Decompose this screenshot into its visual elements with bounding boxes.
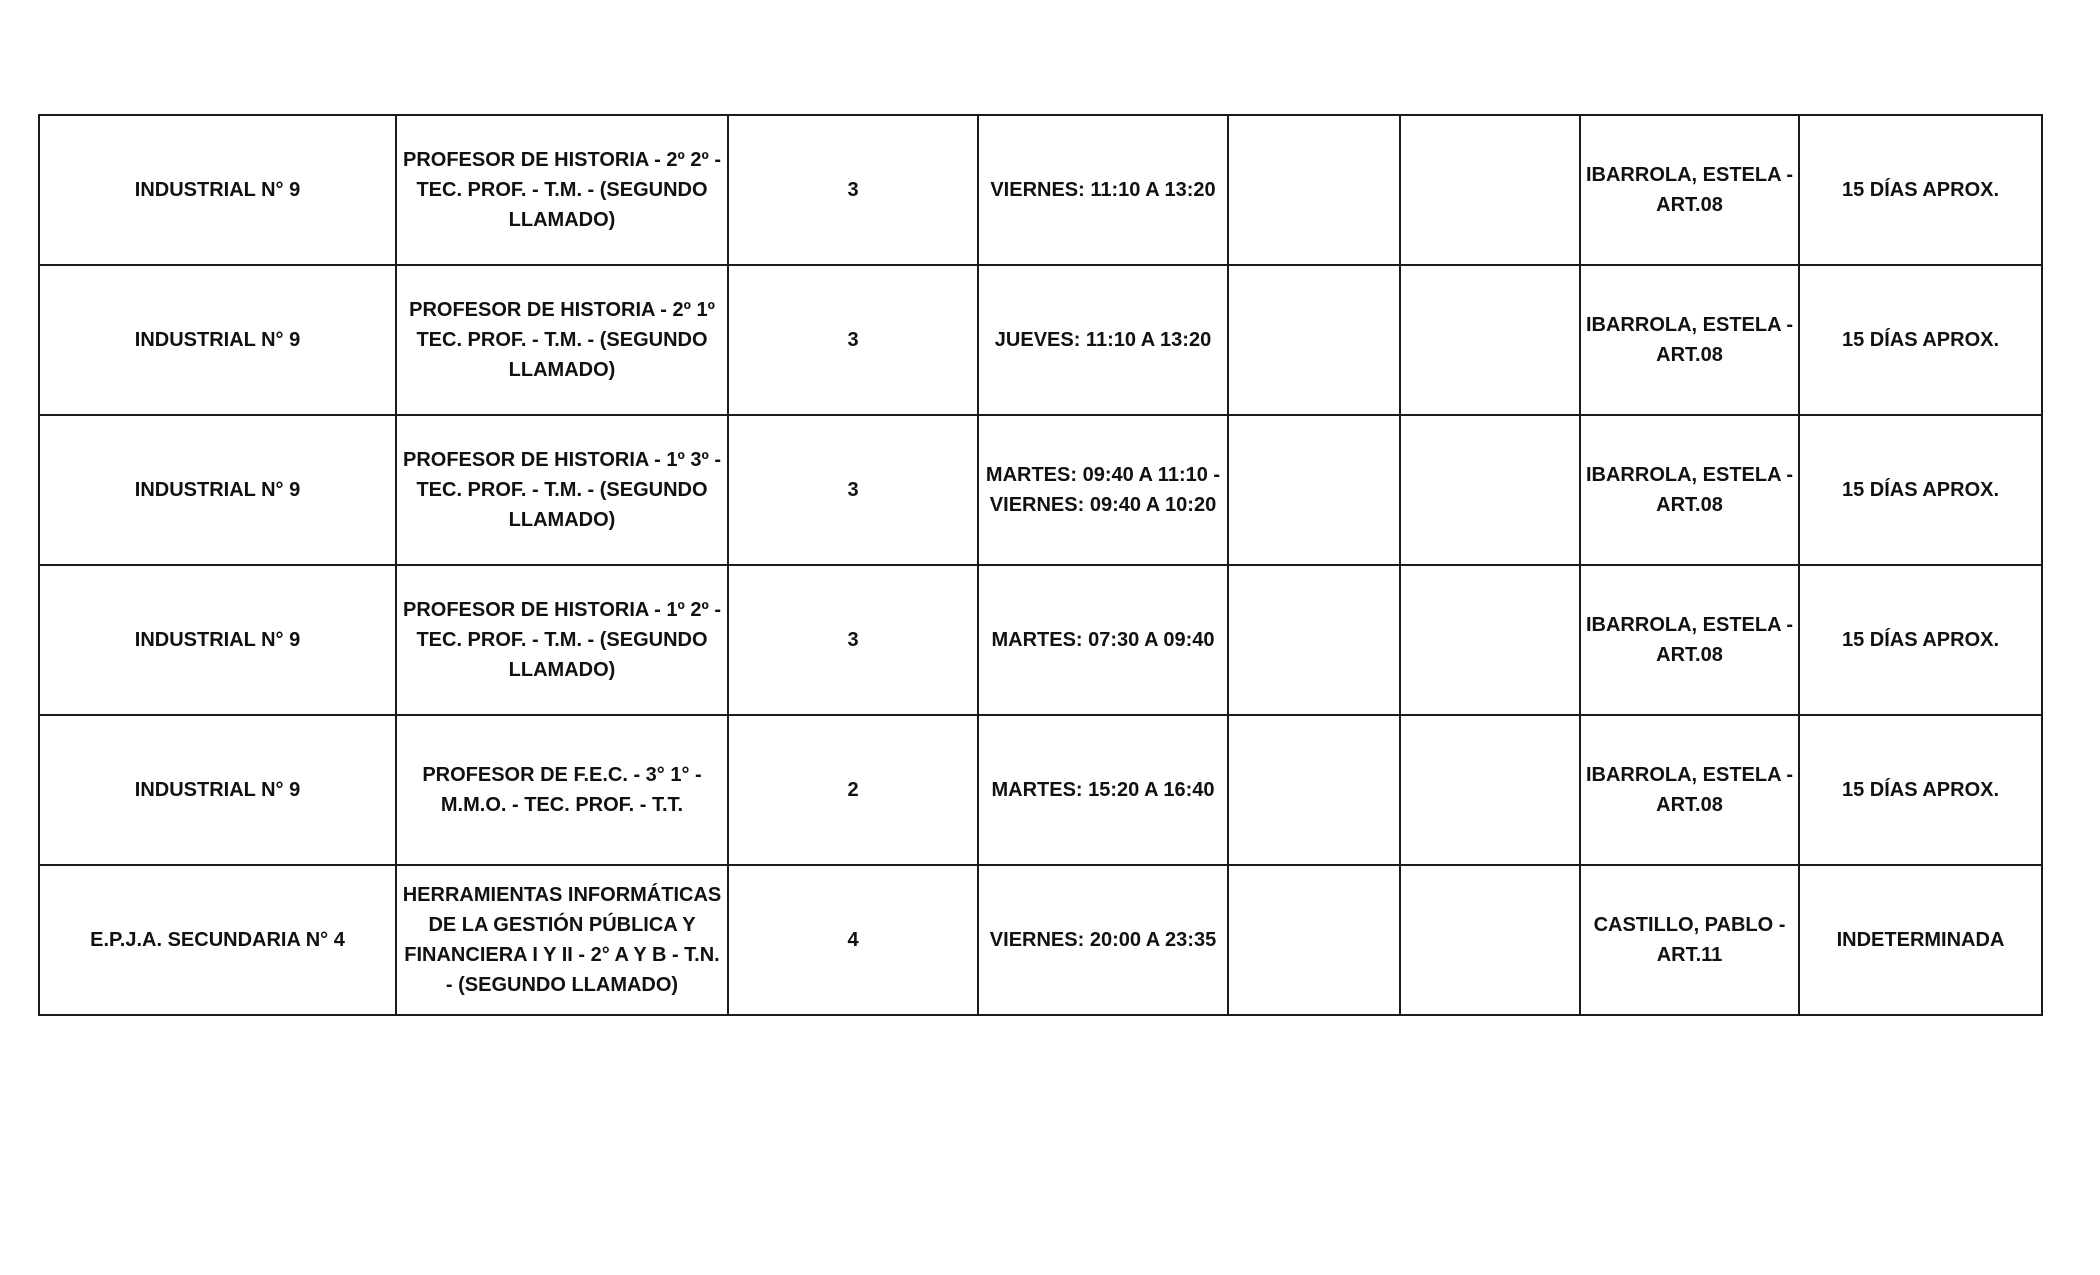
schedule-cell: MARTES: 15:20 A 16:40 (978, 715, 1228, 865)
position-cell: PROFESOR DE HISTORIA - 2º 1º TEC. PROF. - T.M. - (SEGUNDO LLAMADO) (396, 265, 728, 415)
position-cell: PROFESOR DE HISTORIA - 2º 2º - TEC. PROF. - T.M. - (SEGUNDO LLAMADO) (396, 115, 728, 265)
holder-cell: IBARROLA, ESTELA - ART.08 (1580, 715, 1799, 865)
table-row (39, 715, 2042, 865)
hours-cell: 4 (728, 865, 978, 1015)
table-row (39, 265, 2042, 415)
holder-cell: IBARROLA, ESTELA - ART.08 (1580, 565, 1799, 715)
schedule-cell: VIERNES: 11:10 A 13:20 (978, 115, 1228, 265)
holder-cell: IBARROLA, ESTELA - ART.08 (1580, 115, 1799, 265)
school-cell: INDUSTRIAL N° 9 (39, 565, 396, 715)
schedule-cell: VIERNES: 20:00 A 23:35 (978, 865, 1228, 1015)
school-cell: INDUSTRIAL N° 9 (39, 115, 396, 265)
duration-cell: 15 DÍAS APROX. (1799, 115, 2042, 265)
holder-cell: CASTILLO, PABLO - ART.11 (1580, 865, 1799, 1015)
table-row (39, 565, 2042, 715)
hours-cell: 3 (728, 265, 978, 415)
empty-cell (1228, 565, 1400, 715)
empty-cell (1400, 415, 1580, 565)
schedule-cell: MARTES: 09:40 A 11:10 - VIERNES: 09:40 A 10:20 (978, 415, 1228, 565)
duration-cell: 15 DÍAS APROX. (1799, 715, 2042, 865)
table-row (39, 415, 2042, 565)
hours-cell: 3 (728, 415, 978, 565)
hours-cell: 3 (728, 565, 978, 715)
vacancy-table (38, 114, 2043, 1016)
school-cell: INDUSTRIAL N° 9 (39, 415, 396, 565)
duration-cell: INDETERMINADA (1799, 865, 2042, 1015)
position-cell: PROFESOR DE HISTORIA - 1º 2º - TEC. PROF. - T.M. - (SEGUNDO LLAMADO) (396, 565, 728, 715)
empty-cell (1400, 115, 1580, 265)
empty-cell (1228, 265, 1400, 415)
empty-cell (1400, 565, 1580, 715)
position-cell: PROFESOR DE F.E.C. - 3° 1° - M.M.O. - TEC. PROF. - T.T. (396, 715, 728, 865)
duration-cell: 15 DÍAS APROX. (1799, 565, 2042, 715)
empty-cell (1400, 715, 1580, 865)
empty-cell (1400, 265, 1580, 415)
table-row (39, 865, 2042, 1015)
empty-cell (1228, 115, 1400, 265)
empty-cell (1228, 715, 1400, 865)
empty-cell (1400, 865, 1580, 1015)
hours-cell: 2 (728, 715, 978, 865)
position-cell: HERRAMIENTAS INFORMÁTICAS DE LA GESTIÓN PÚBLICA Y FINANCIERA I Y II - 2° A Y B - T.N. - (SEGUNDO LLAMADO) (396, 865, 728, 1015)
duration-cell: 15 DÍAS APROX. (1799, 415, 2042, 565)
hours-cell: 3 (728, 115, 978, 265)
school-cell: INDUSTRIAL N° 9 (39, 715, 396, 865)
holder-cell: IBARROLA, ESTELA - ART.08 (1580, 415, 1799, 565)
empty-cell (1228, 415, 1400, 565)
school-cell: INDUSTRIAL N° 9 (39, 265, 396, 415)
school-cell: E.P.J.A. SECUNDARIA N° 4 (39, 865, 396, 1015)
schedule-cell: MARTES: 07:30 A 09:40 (978, 565, 1228, 715)
schedule-cell: JUEVES: 11:10 A 13:20 (978, 265, 1228, 415)
empty-cell (1228, 865, 1400, 1015)
position-cell: PROFESOR DE HISTORIA - 1º 3º - TEC. PROF. - T.M. - (SEGUNDO LLAMADO) (396, 415, 728, 565)
table-row (39, 115, 2042, 265)
duration-cell: 15 DÍAS APROX. (1799, 265, 2042, 415)
holder-cell: IBARROLA, ESTELA - ART.08 (1580, 265, 1799, 415)
